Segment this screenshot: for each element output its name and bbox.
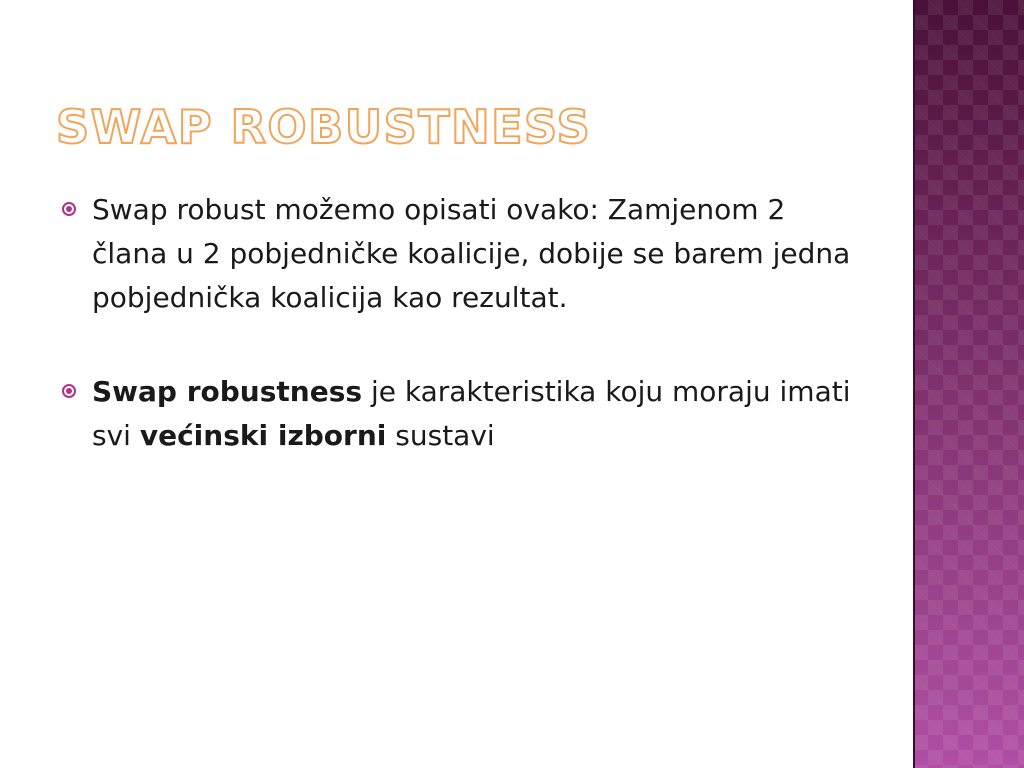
radio-bullet-icon (62, 384, 76, 398)
bullet-item-2 (62, 370, 862, 458)
radio-bullet-icon (62, 202, 76, 216)
bullet-2-segment-2: je karakteristika koju moraju imati svi (92, 375, 851, 452)
decorative-side-band (913, 0, 1024, 768)
bullet-2-term-swap-robustness: Swap robustness (92, 375, 363, 408)
bullet-text-2 (92, 370, 862, 458)
diamond-pattern (913, 0, 1024, 768)
bullet-2-segment-4: sustavi (386, 419, 495, 452)
bullet-1-segment-1: Swap robust možemo opisati ovako: Zamjenom 2 člana u 2 pobjedničke koalicije, dobije se barem jedna pobjednička koalicija kao rezultat. (92, 193, 851, 314)
side-band-edge (913, 0, 915, 768)
slide-title: SWAP ROBUSTNESS (56, 100, 592, 154)
slide-content (62, 188, 862, 508)
bullet-text-1 (92, 188, 862, 320)
bullet-2-term-vecinski-izborni: većinski izborni (139, 419, 387, 452)
bullet-item-1 (62, 188, 862, 320)
